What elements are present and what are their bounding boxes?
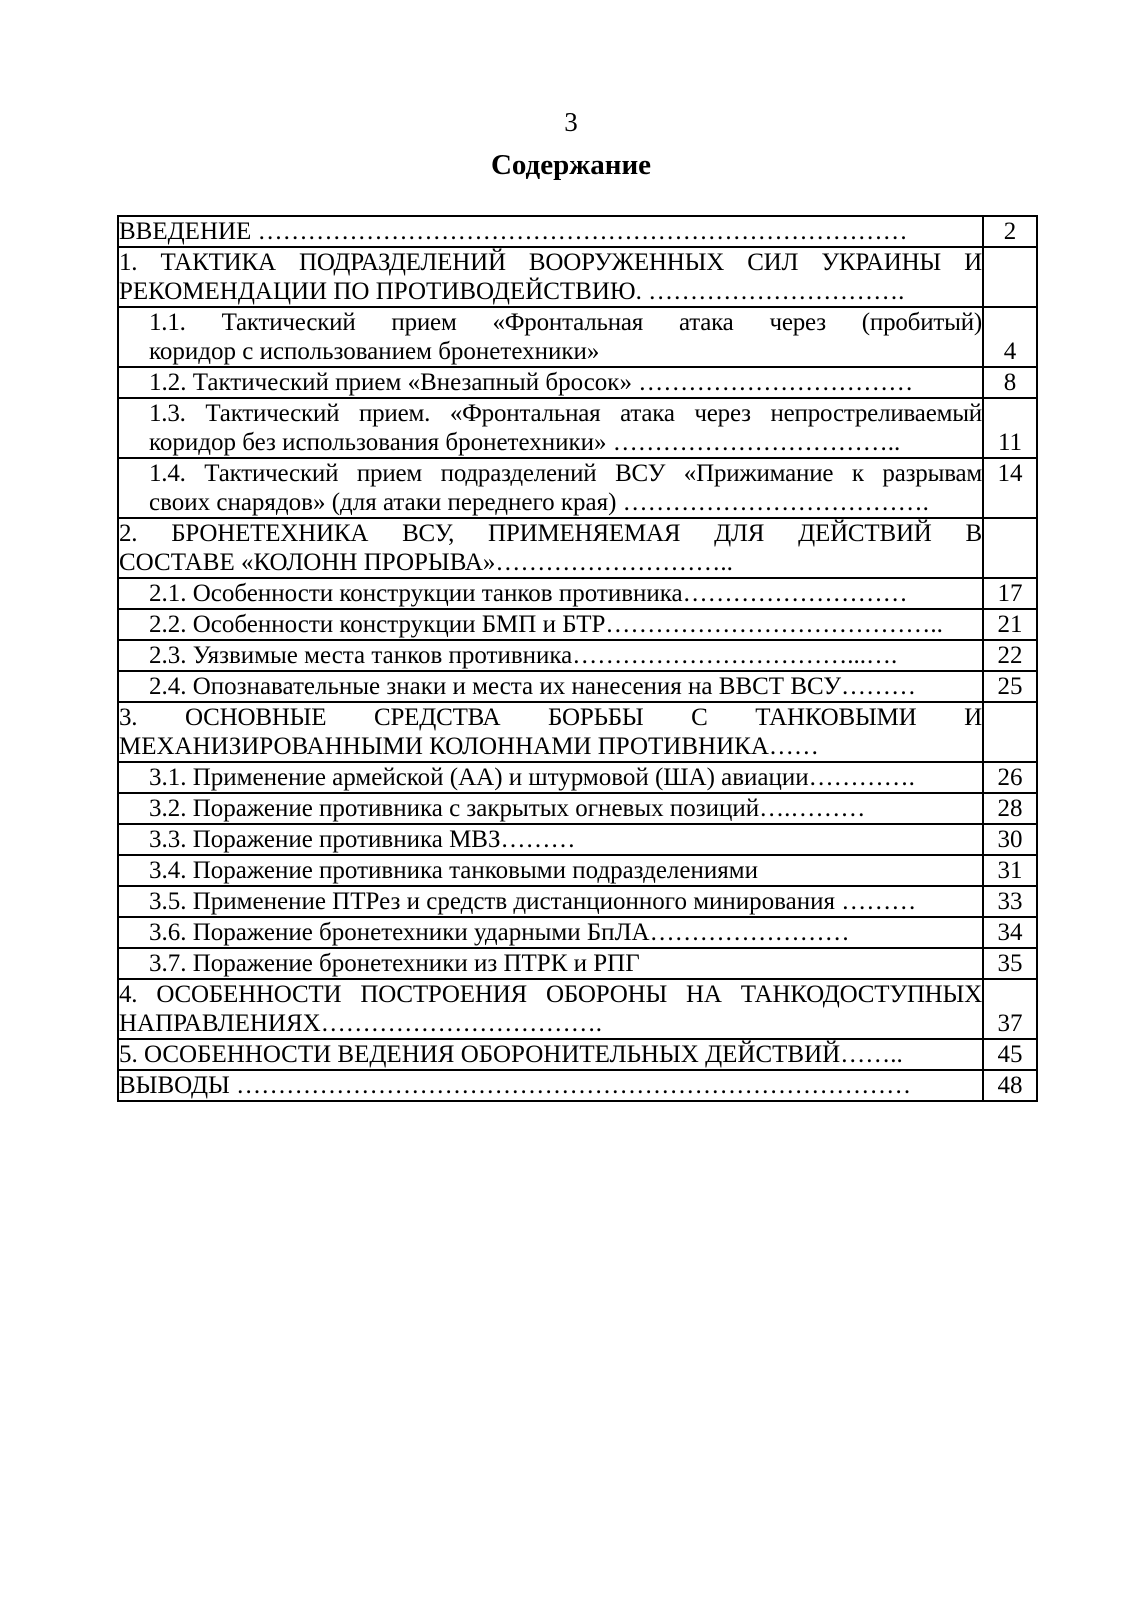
toc-line: 2.2. Особенности конструкции БМП и БТР………………………………….. [149, 611, 943, 638]
toc-line: РЕКОМЕНДАЦИИ ПО ПРОТИВОДЕЙСТВИЮ. …………………………. [119, 278, 905, 305]
toc-line: 2.4. Опознавательные знаки и места их нанесения на ВВСТ ВСУ……… [149, 673, 917, 700]
toc-entry-page: 28 [983, 793, 1037, 824]
toc-entry-title [118, 671, 983, 702]
toc-row [118, 247, 1037, 307]
toc-entry-page: 8 [983, 367, 1037, 398]
toc-entry-title [118, 979, 983, 1039]
toc-entry-title [118, 367, 983, 398]
toc-line: 2. БРОНЕТЕХНИКА ВСУ, ПРИМЕНЯЕМАЯ ДЛЯ ДЕЙСТВИЙ В [119, 520, 982, 547]
toc-row [118, 307, 1037, 367]
toc-entry-page: 45 [983, 1039, 1037, 1070]
toc-row [118, 824, 1037, 855]
toc-entry-page: 35 [983, 948, 1037, 979]
toc-entry-page: 14 [983, 458, 1037, 518]
toc-entry-page: 26 [983, 762, 1037, 793]
toc-entry-title [118, 609, 983, 640]
toc-entry-title [118, 855, 983, 886]
toc-entry-page: 22 [983, 640, 1037, 671]
toc-row [118, 886, 1037, 917]
toc-row [118, 1070, 1037, 1101]
toc-line: 2.1. Особенности конструкции танков противника……………………… [149, 580, 908, 607]
toc-line: 4. ОСОБЕННОСТИ ПОСТРОЕНИЯ ОБОРОНЫ НА ТАНКОДОСТУПНЫХ [119, 981, 982, 1008]
toc-line: коридор без использования бронетехники» …………………………….. [149, 429, 901, 456]
toc-row [118, 640, 1037, 671]
toc-row [118, 671, 1037, 702]
toc-entry-title [118, 917, 983, 948]
toc-entry-title [118, 398, 983, 458]
toc-line: 3.4. Поражение противника танковыми подразделениями [149, 857, 758, 884]
toc-row [118, 398, 1037, 458]
toc-entry-title [118, 886, 983, 917]
toc-entry-page [983, 247, 1037, 307]
toc-row [118, 518, 1037, 578]
toc-row [118, 917, 1037, 948]
toc-row [118, 578, 1037, 609]
toc-entry-page: 34 [983, 917, 1037, 948]
toc-line: 3.2. Поражение противника с закрытых огневых позиций….……… [149, 795, 866, 822]
toc-entry-title [118, 824, 983, 855]
toc-table [117, 215, 1038, 1102]
toc-entry-title [118, 1070, 983, 1101]
toc-row [118, 458, 1037, 518]
toc-body [118, 216, 1037, 1101]
toc-line: коридор с использованием бронетехники» [149, 338, 600, 365]
toc-entry-title [118, 307, 983, 367]
toc-row [118, 855, 1037, 886]
toc-line: 3.7. Поражение бронетехники из ПТРК и РПГ [149, 950, 640, 977]
toc-entry-page: 21 [983, 609, 1037, 640]
toc-row [118, 216, 1037, 247]
toc-line: 2.3. Уязвимые места танков противника……………………………...…. [149, 642, 898, 669]
toc-entry-page [983, 518, 1037, 578]
toc-entry-page: 25 [983, 671, 1037, 702]
toc-entry-page: 17 [983, 578, 1037, 609]
toc-entry-page: 33 [983, 886, 1037, 917]
toc-entry-page: 37 [983, 979, 1037, 1039]
toc-entry-title [118, 640, 983, 671]
toc-row [118, 609, 1037, 640]
toc-entry-title [118, 762, 983, 793]
toc-line: 1. ТАКТИКА ПОДРАЗДЕЛЕНИЙ ВООРУЖЕННЫХ СИЛ УКРАИНЫ И [119, 249, 982, 276]
toc-entry-page: 31 [983, 855, 1037, 886]
toc-entry-title [118, 702, 983, 762]
toc-entry-title [118, 948, 983, 979]
toc-line: 1.1. Тактический прием «Фронтальная атака через (пробитый) [149, 309, 982, 336]
toc-line: МЕХАНИЗИРОВАННЫМИ КОЛОННАМИ ПРОТИВНИКА…… [119, 733, 819, 760]
toc-row [118, 1039, 1037, 1070]
toc-line: НАПРАВЛЕНИЯХ……………………………. [119, 1010, 602, 1037]
toc-row [118, 367, 1037, 398]
toc-line: 3.3. Поражение противника МВЗ……… [149, 826, 576, 853]
toc-entry-title [118, 1039, 983, 1070]
toc-entry-page: 4 [983, 307, 1037, 367]
toc-line: 1.2. Тактический прием «Внезапный бросок» …………………………… [149, 369, 914, 396]
toc-row [118, 979, 1037, 1039]
toc-line: 1.4. Тактический прием подразделений ВСУ «Прижимание к разрывам [149, 460, 982, 487]
toc-line: ВЫВОДЫ ……………………………………………………………………… [119, 1072, 912, 1099]
toc-entry-title [118, 216, 983, 247]
toc-line: 5. ОСОБЕННОСТИ ВЕДЕНИЯ ОБОРОНИТЕЛЬНЫХ ДЕЙСТВИЙ…….. [119, 1041, 903, 1068]
toc-entry-page: 48 [983, 1070, 1037, 1101]
toc-entry-page: 11 [983, 398, 1037, 458]
toc-line: 3. ОСНОВНЫЕ СРЕДСТВА БОРЬБЫ С ТАНКОВЫМИ И [119, 704, 982, 731]
toc-entry-title [118, 458, 983, 518]
toc-entry-title [118, 518, 983, 578]
toc-line: СОСТАВЕ «КОЛОНН ПРОРЫВА»……………………….. [119, 549, 733, 576]
toc-entry-title [118, 793, 983, 824]
toc-entry-title [118, 578, 983, 609]
toc-row [118, 702, 1037, 762]
toc-line: 3.5. Применение ПТРез и средств дистанционного минирования ……… [149, 888, 917, 915]
toc-line: 3.1. Применение армейской (АА) и штурмовой (ША) авиации…………. [149, 764, 915, 791]
toc-row [118, 948, 1037, 979]
toc-line: 3.6. Поражение бронетехники ударными БпЛА…………………… [149, 919, 850, 946]
toc-entry-page: 2 [983, 216, 1037, 247]
toc-line: 1.3. Тактический прием. «Фронтальная атака через непростреливаемый [149, 400, 982, 427]
toc-line: своих снарядов» (для атаки переднего края) ………………………………. [149, 489, 929, 516]
toc-entry-page [983, 702, 1037, 762]
toc-row [118, 762, 1037, 793]
page-number: 3 [564, 107, 578, 137]
toc-row [118, 793, 1037, 824]
toc-entry-page: 30 [983, 824, 1037, 855]
toc-line: ВВЕДЕНИЕ …………………………………………………………………… [119, 218, 908, 245]
doc-title: Содержание [490, 149, 652, 181]
toc-entry-title [118, 247, 983, 307]
